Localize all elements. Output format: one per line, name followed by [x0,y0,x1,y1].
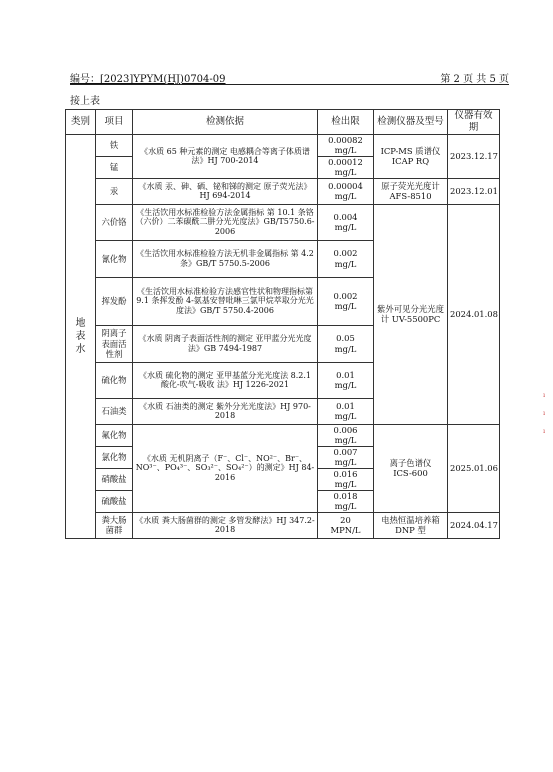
limit-cell: 20 MPN/L [318,512,374,538]
item-cell: 汞 [96,178,133,204]
header-cell: 类别 [66,110,96,135]
test-basis-table [65,109,500,539]
table-row [66,178,500,204]
valid-date-cell: 2024.04.17 [448,512,500,538]
item-cell: 硝酸盐 [96,468,133,490]
item-cell: 阴离子 表面活 性剂 [96,325,133,362]
table-row [66,424,500,446]
instrument-cell: 电热恒温培养箱 DNP 型 [374,512,448,538]
instrument-cell: 原子荧光光度计 AFS-8510 [374,178,448,204]
scan-mark: ı [543,392,545,399]
item-cell: 石油类 [96,398,133,424]
limit-cell: 0.00004 mg/L [318,178,374,204]
item-cell: 氰化物 [96,240,133,277]
item-cell: 挥发酚 [96,277,133,325]
limit-cell: 0.01 mg/L [318,398,374,424]
valid-date-cell: 2023.12.17 [448,134,500,178]
basis-cell: 《水质 阴离子表面活性剂的测定 亚甲蓝分光光度法》GB 7494-1987 [133,325,318,362]
limit-cell: 0.006 mg/L [318,424,374,446]
item-cell: 硫化物 [96,362,133,398]
limit-cell: 0.002 mg/L [318,277,374,325]
limit-cell: 0.002 mg/L [318,240,374,277]
header-cell: 检出限 [318,110,374,135]
header-cell: 项目 [96,110,133,135]
item-cell: 锰 [96,156,133,178]
scan-mark: ı [543,410,545,417]
limit-cell: 0.016 mg/L [318,468,374,490]
limit-cell: 0.05 mg/L [318,325,374,362]
scan-mark: ı [543,428,545,435]
item-cell: 氟化物 [96,424,133,446]
table-header-row [66,110,500,135]
limit-cell: 0.00082 mg/L [318,134,374,156]
item-cell: 铁 [96,134,133,156]
item-cell: 六价铬 [96,204,133,240]
page-header [70,70,509,88]
limit-cell: 0.004 mg/L [318,204,374,240]
valid-date-cell: 2025.01.06 [448,424,500,512]
header-cell: 仪器有效期 [448,110,500,135]
instrument-cell: 紫外可见分光光度计 UV-5500PC [374,204,448,424]
header-cell: 检测仪器及型号 [374,110,448,135]
valid-date-cell: 2023.12.01 [448,178,500,204]
basis-cell: 《水质 粪大肠菌群的测定 多管发酵法》HJ 347.2-2018 [133,512,318,538]
continued-label: 接上表 [70,96,100,107]
header-cell: 检测依据 [133,110,318,135]
valid-date-cell: 2024.01.08 [448,204,500,424]
table-row [66,204,500,240]
basis-cell: 《生活饮用水标准检验方法感官性状和物理指标第 9.1 条挥发酚 4-氨基安替吡啉三氯甲烷萃取分光光度法》GB/T 5750.4-2006 [133,277,318,325]
instrument-cell: 离子色谱仪 ICS-600 [374,424,448,512]
limit-cell: 0.01 mg/L [318,362,374,398]
limit-cell: 0.007 mg/L [318,446,374,468]
basis-cell: 《生活饮用水标准检验方法无机非金属指标 第 4.2 条》GB/T 5750.5-2006 [133,240,318,277]
table-row [66,512,500,538]
basis-cell: 《水质 汞、砷、硒、铋和锑的测定 原子荧光法》HJ 694-2014 [133,178,318,204]
basis-cell: 《水质 65 种元素的测定 电感耦合等离子体质谱法》HJ 700-2014 [133,134,318,178]
page-info: 第 2 页 共 5 页 [440,74,509,85]
category-cell: 地 表 水 [66,134,96,538]
basis-cell: 《水质 硫化物的测定 亚甲基蓝分光光度法 8.2.1 酸化-吹气-吸收 法》HJ 1226-2021 [133,362,318,398]
limit-cell: 0.018 mg/L [318,490,374,512]
item-cell: 硫酸盐 [96,490,133,512]
table-row [66,134,500,156]
item-cell: 粪大肠 菌群 [96,512,133,538]
header-rule [70,84,509,85]
document-number: 编号：[2023]YPYM(HJ)0704-09 [70,74,226,85]
basis-cell: 《水质 石油类的测定 紫外分光光度法》HJ 970-2018 [133,398,318,424]
limit-cell: 0.00012 mg/L [318,156,374,178]
basis-cell: 《水质 无机阴离子（F⁻、Cl⁻、NO²⁻、Br⁻、NO³⁻、PO₄³⁻、SO₃²⁻、SO₄²⁻）的测定》HJ 84-2016 [133,424,318,512]
instrument-cell: ICP-MS 质谱仪 ICAP RQ [374,134,448,178]
item-cell: 氯化物 [96,446,133,468]
basis-cell: 《生活饮用水标准检验方法金属指标 第 10.1 条铬（六价）二苯碳酰二肼分光光度法》GB/T5750.6-2006 [133,204,318,240]
